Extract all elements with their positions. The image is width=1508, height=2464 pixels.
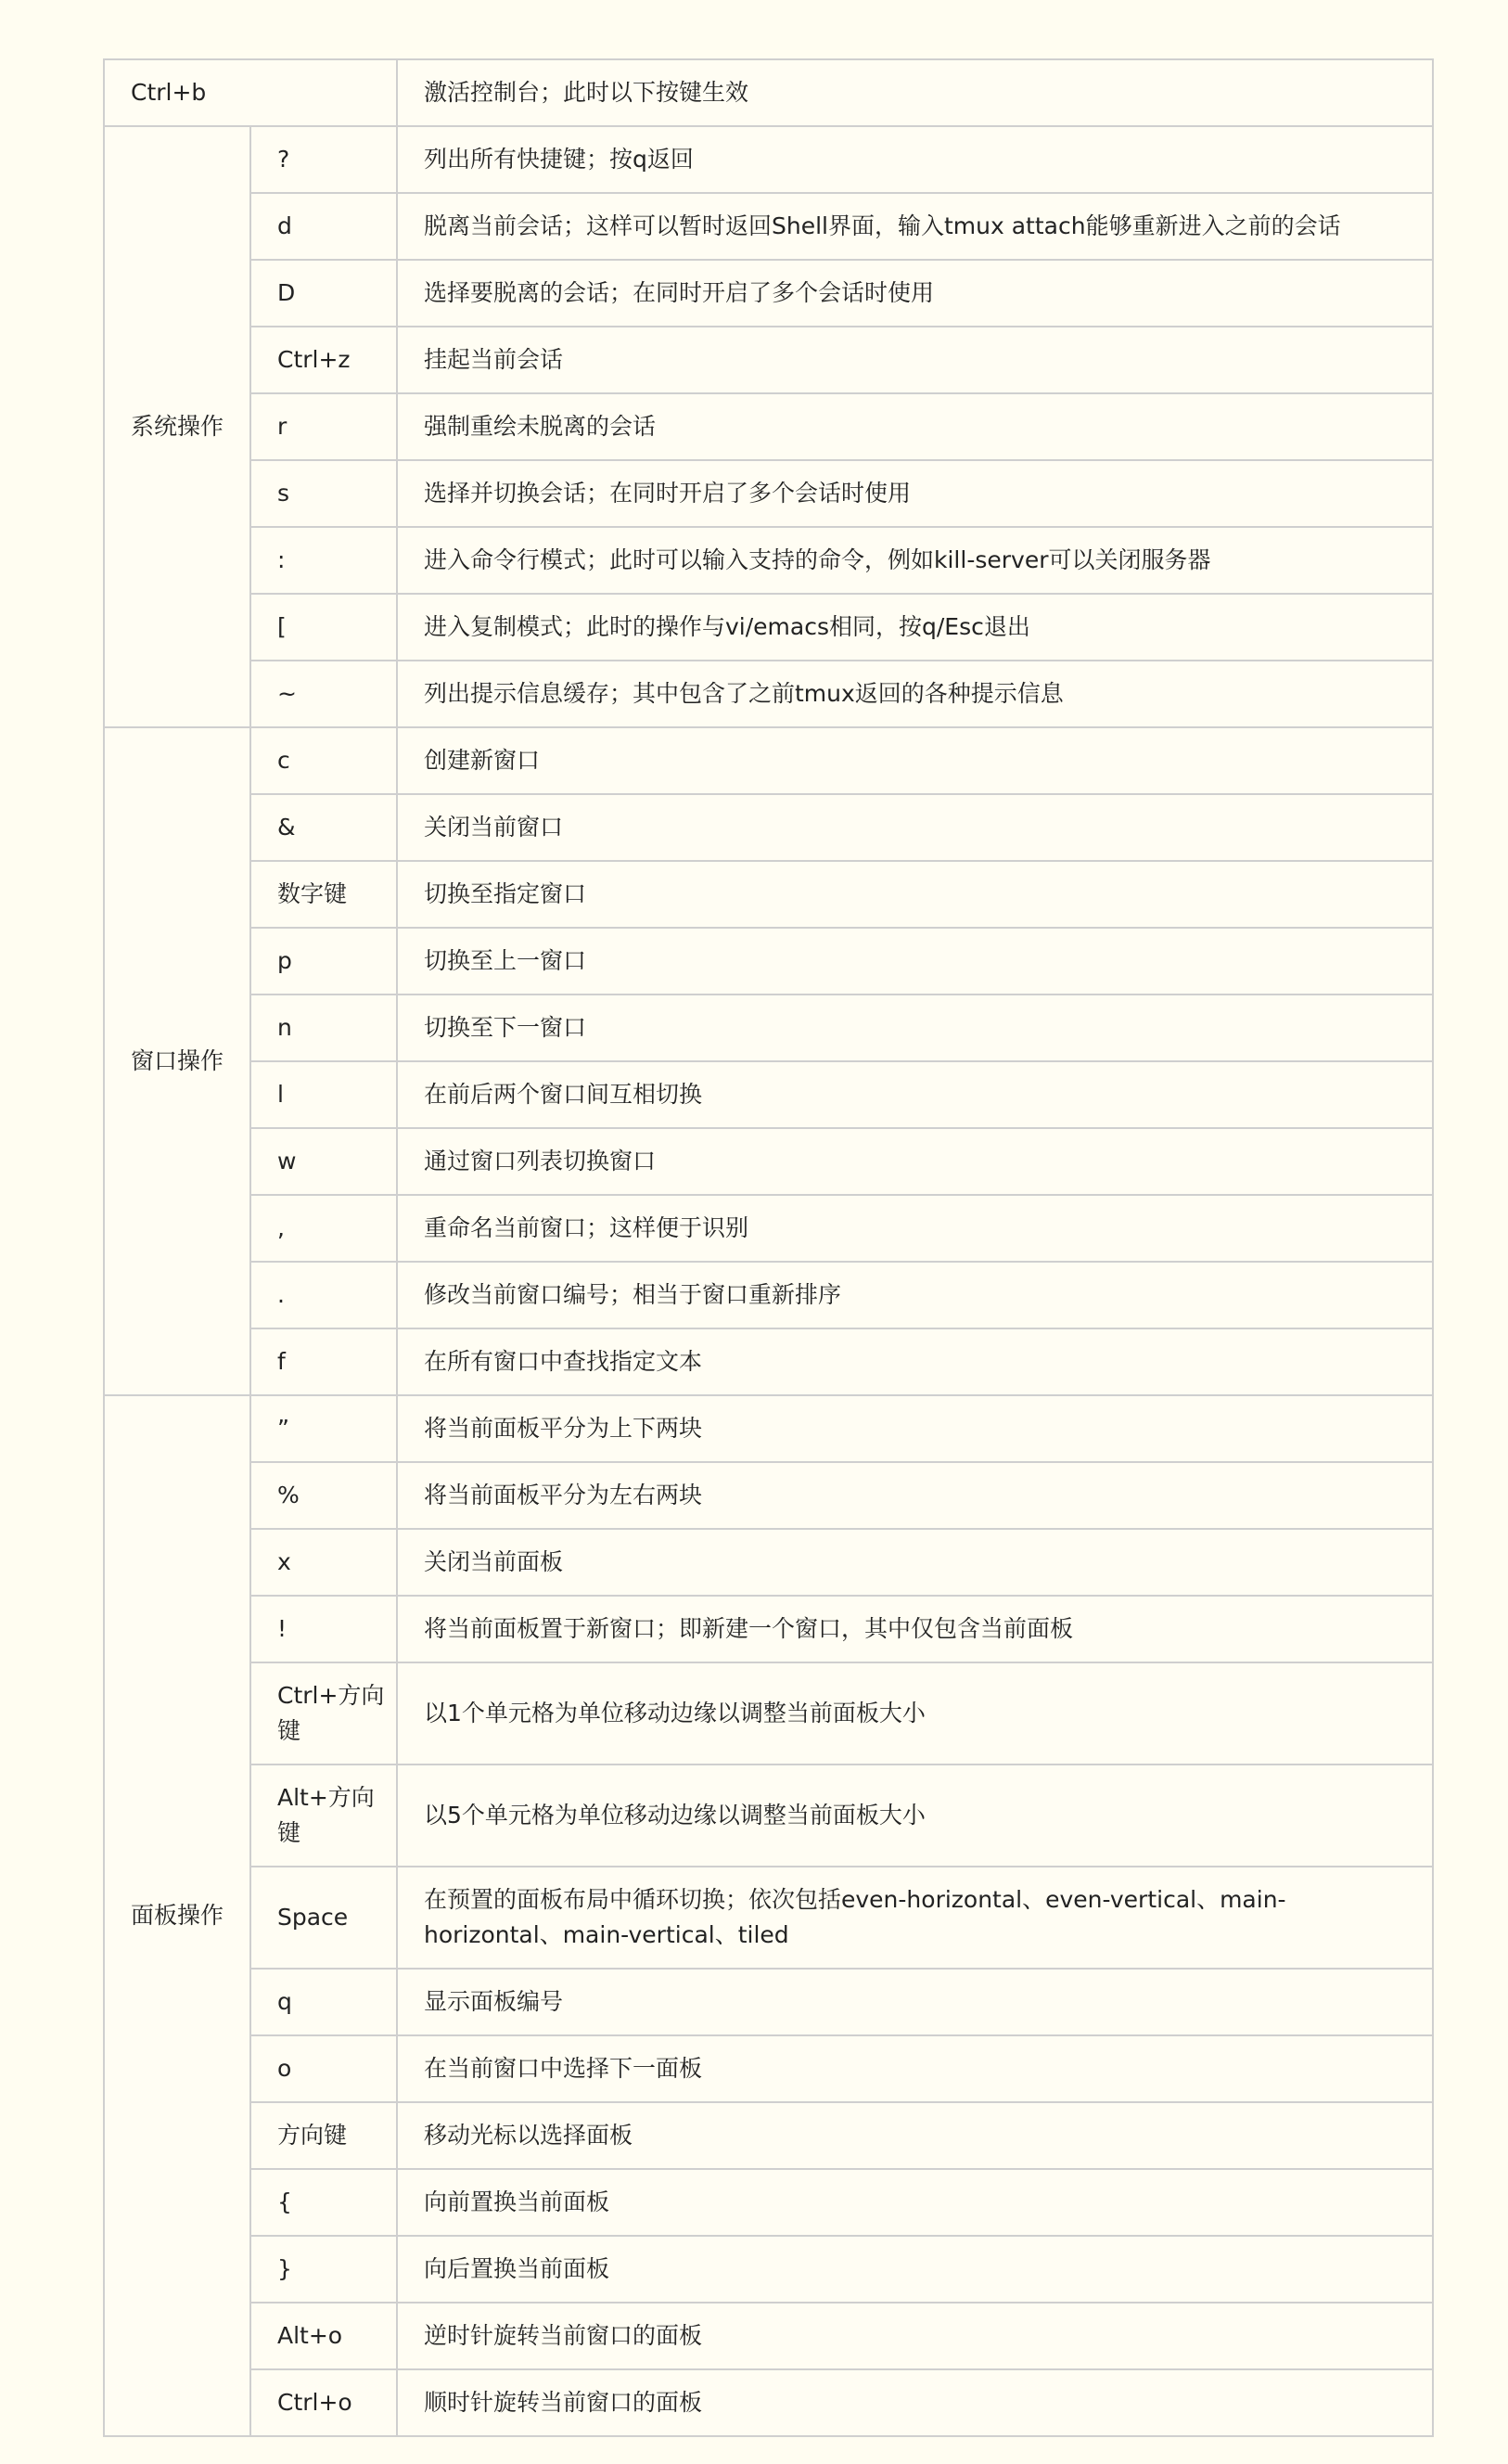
- shortcut-description: 创建新窗口: [397, 727, 1433, 794]
- shortcut-key: Ctrl+z: [250, 327, 397, 393]
- shortcut-description: 切换至下一窗口: [397, 995, 1433, 1061]
- shortcut-key: Ctrl+o: [250, 2369, 397, 2436]
- shortcut-description: 移动光标以选择面板: [397, 2102, 1433, 2169]
- shortcut-description: 脱离当前会话；这样可以暂时返回Shell界面，输入tmux attach能够重新进入之前的会话: [397, 193, 1433, 260]
- table-row: [104, 2236, 1433, 2303]
- table-row: [104, 2169, 1433, 2236]
- shortcut-key: :: [250, 527, 397, 594]
- shortcut-description: 将当前面板平分为上下两块: [397, 1395, 1433, 1462]
- shortcut-key: [: [250, 594, 397, 661]
- shortcut-key: ~: [250, 661, 397, 727]
- table-row: [104, 1462, 1433, 1529]
- shortcut-key: {: [250, 2169, 397, 2236]
- shortcut-description: 以1个单元格为单位移动边缘以调整当前面板大小: [397, 1662, 1433, 1765]
- shortcut-description: 选择并切换会话；在同时开启了多个会话时使用: [397, 460, 1433, 527]
- shortcut-description: 在前后两个窗口间互相切换: [397, 1061, 1433, 1128]
- shortcut-description: 挂起当前会话: [397, 327, 1433, 393]
- table-row: [104, 1867, 1433, 1969]
- shortcut-description: 逆时针旋转当前窗口的面板: [397, 2303, 1433, 2369]
- shortcut-description: 在所有窗口中查找指定文本: [397, 1328, 1433, 1395]
- table-row: [104, 1195, 1433, 1262]
- table-row: [104, 193, 1433, 260]
- shortcut-description: 选择要脱离的会话；在同时开启了多个会话时使用: [397, 260, 1433, 327]
- shortcut-key: q: [250, 1969, 397, 2035]
- table-row: [104, 1596, 1433, 1662]
- shortcut-description: 切换至指定窗口: [397, 861, 1433, 928]
- table-row: [104, 594, 1433, 661]
- table-row: [104, 1328, 1433, 1395]
- table-row: [104, 661, 1433, 727]
- table-row: [104, 1128, 1433, 1195]
- shortcut-key: n: [250, 995, 397, 1061]
- shortcut-key: l: [250, 1061, 397, 1128]
- shortcut-key: Alt+方向键: [250, 1765, 397, 1867]
- shortcut-key: Space: [250, 1867, 397, 1969]
- shortcut-key: }: [250, 2236, 397, 2303]
- category-pane: 面板操作: [104, 1395, 250, 2436]
- shortcut-description: 以5个单元格为单位移动边缘以调整当前面板大小: [397, 1765, 1433, 1867]
- table-row: [104, 861, 1433, 928]
- shortcut-description: 向前置换当前面板: [397, 2169, 1433, 2236]
- table-row: [104, 527, 1433, 594]
- shortcut-key: !: [250, 1596, 397, 1662]
- shortcut-key: ,: [250, 1195, 397, 1262]
- table-row: [104, 928, 1433, 995]
- prefix-description: 激活控制台；此时以下按键生效: [397, 59, 1433, 126]
- table-row: [104, 260, 1433, 327]
- shortcut-description: 将当前面板平分为左右两块: [397, 1462, 1433, 1529]
- shortcut-key: &: [250, 794, 397, 861]
- shortcut-key: Alt+o: [250, 2303, 397, 2369]
- table-row: [104, 460, 1433, 527]
- table-row: [104, 727, 1433, 794]
- table-row: [104, 794, 1433, 861]
- category-window: 窗口操作: [104, 727, 250, 1395]
- shortcut-key: Ctrl+方向键: [250, 1662, 397, 1765]
- table-row: [104, 995, 1433, 1061]
- shortcut-description: 强制重绘未脱离的会话: [397, 393, 1433, 460]
- shortcut-key: .: [250, 1262, 397, 1328]
- shortcut-key: p: [250, 928, 397, 995]
- shortcut-key: r: [250, 393, 397, 460]
- shortcut-description: 显示面板编号: [397, 1969, 1433, 2035]
- table-row: [104, 1662, 1433, 1765]
- table-row: [104, 2369, 1433, 2436]
- shortcut-description: 进入命令行模式；此时可以输入支持的命令，例如kill-server可以关闭服务器: [397, 527, 1433, 594]
- shortcut-key: s: [250, 460, 397, 527]
- shortcut-key: ”: [250, 1395, 397, 1462]
- prefix-row: [104, 59, 1433, 126]
- table-row: [104, 1529, 1433, 1596]
- shortcut-key: x: [250, 1529, 397, 1596]
- shortcut-key: ?: [250, 126, 397, 193]
- prefix-key: Ctrl+b: [104, 59, 397, 126]
- table-row: [104, 2035, 1433, 2102]
- shortcut-description: 通过窗口列表切换窗口: [397, 1128, 1433, 1195]
- shortcut-description: 顺时针旋转当前窗口的面板: [397, 2369, 1433, 2436]
- table-row: [104, 393, 1433, 460]
- shortcut-description: 进入复制模式；此时的操作与vi/emacs相同，按q/Esc退出: [397, 594, 1433, 661]
- shortcut-description: 列出所有快捷键；按q返回: [397, 126, 1433, 193]
- shortcut-description: 在预置的面板布局中循环切换；依次包括even-horizontal、even-vertical、main-horizontal、main-vertical、tiled: [397, 1867, 1433, 1969]
- shortcut-table: [103, 58, 1434, 2437]
- table-row: [104, 1061, 1433, 1128]
- shortcut-description: 列出提示信息缓存；其中包含了之前tmux返回的各种提示信息: [397, 661, 1433, 727]
- shortcut-key: d: [250, 193, 397, 260]
- table-row: [104, 1262, 1433, 1328]
- table-row: [104, 1765, 1433, 1867]
- shortcut-key: c: [250, 727, 397, 794]
- shortcut-key: f: [250, 1328, 397, 1395]
- shortcut-table-body: [104, 59, 1433, 2436]
- shortcut-key: w: [250, 1128, 397, 1195]
- shortcut-description: 重命名当前窗口；这样便于识别: [397, 1195, 1433, 1262]
- shortcut-description: 关闭当前窗口: [397, 794, 1433, 861]
- shortcut-description: 切换至上一窗口: [397, 928, 1433, 995]
- table-row: [104, 126, 1433, 193]
- shortcut-description: 在当前窗口中选择下一面板: [397, 2035, 1433, 2102]
- category-system: 系统操作: [104, 126, 250, 727]
- shortcut-description: 关闭当前面板: [397, 1529, 1433, 1596]
- shortcut-key: 方向键: [250, 2102, 397, 2169]
- shortcut-description: 将当前面板置于新窗口；即新建一个窗口，其中仅包含当前面板: [397, 1596, 1433, 1662]
- shortcut-key: o: [250, 2035, 397, 2102]
- table-row: [104, 1395, 1433, 1462]
- shortcut-key: D: [250, 260, 397, 327]
- shortcut-description: 修改当前窗口编号；相当于窗口重新排序: [397, 1262, 1433, 1328]
- shortcut-key: 数字键: [250, 861, 397, 928]
- table-row: [104, 2303, 1433, 2369]
- table-row: [104, 2102, 1433, 2169]
- shortcut-key: %: [250, 1462, 397, 1529]
- table-row: [104, 1969, 1433, 2035]
- table-row: [104, 327, 1433, 393]
- shortcut-description: 向后置换当前面板: [397, 2236, 1433, 2303]
